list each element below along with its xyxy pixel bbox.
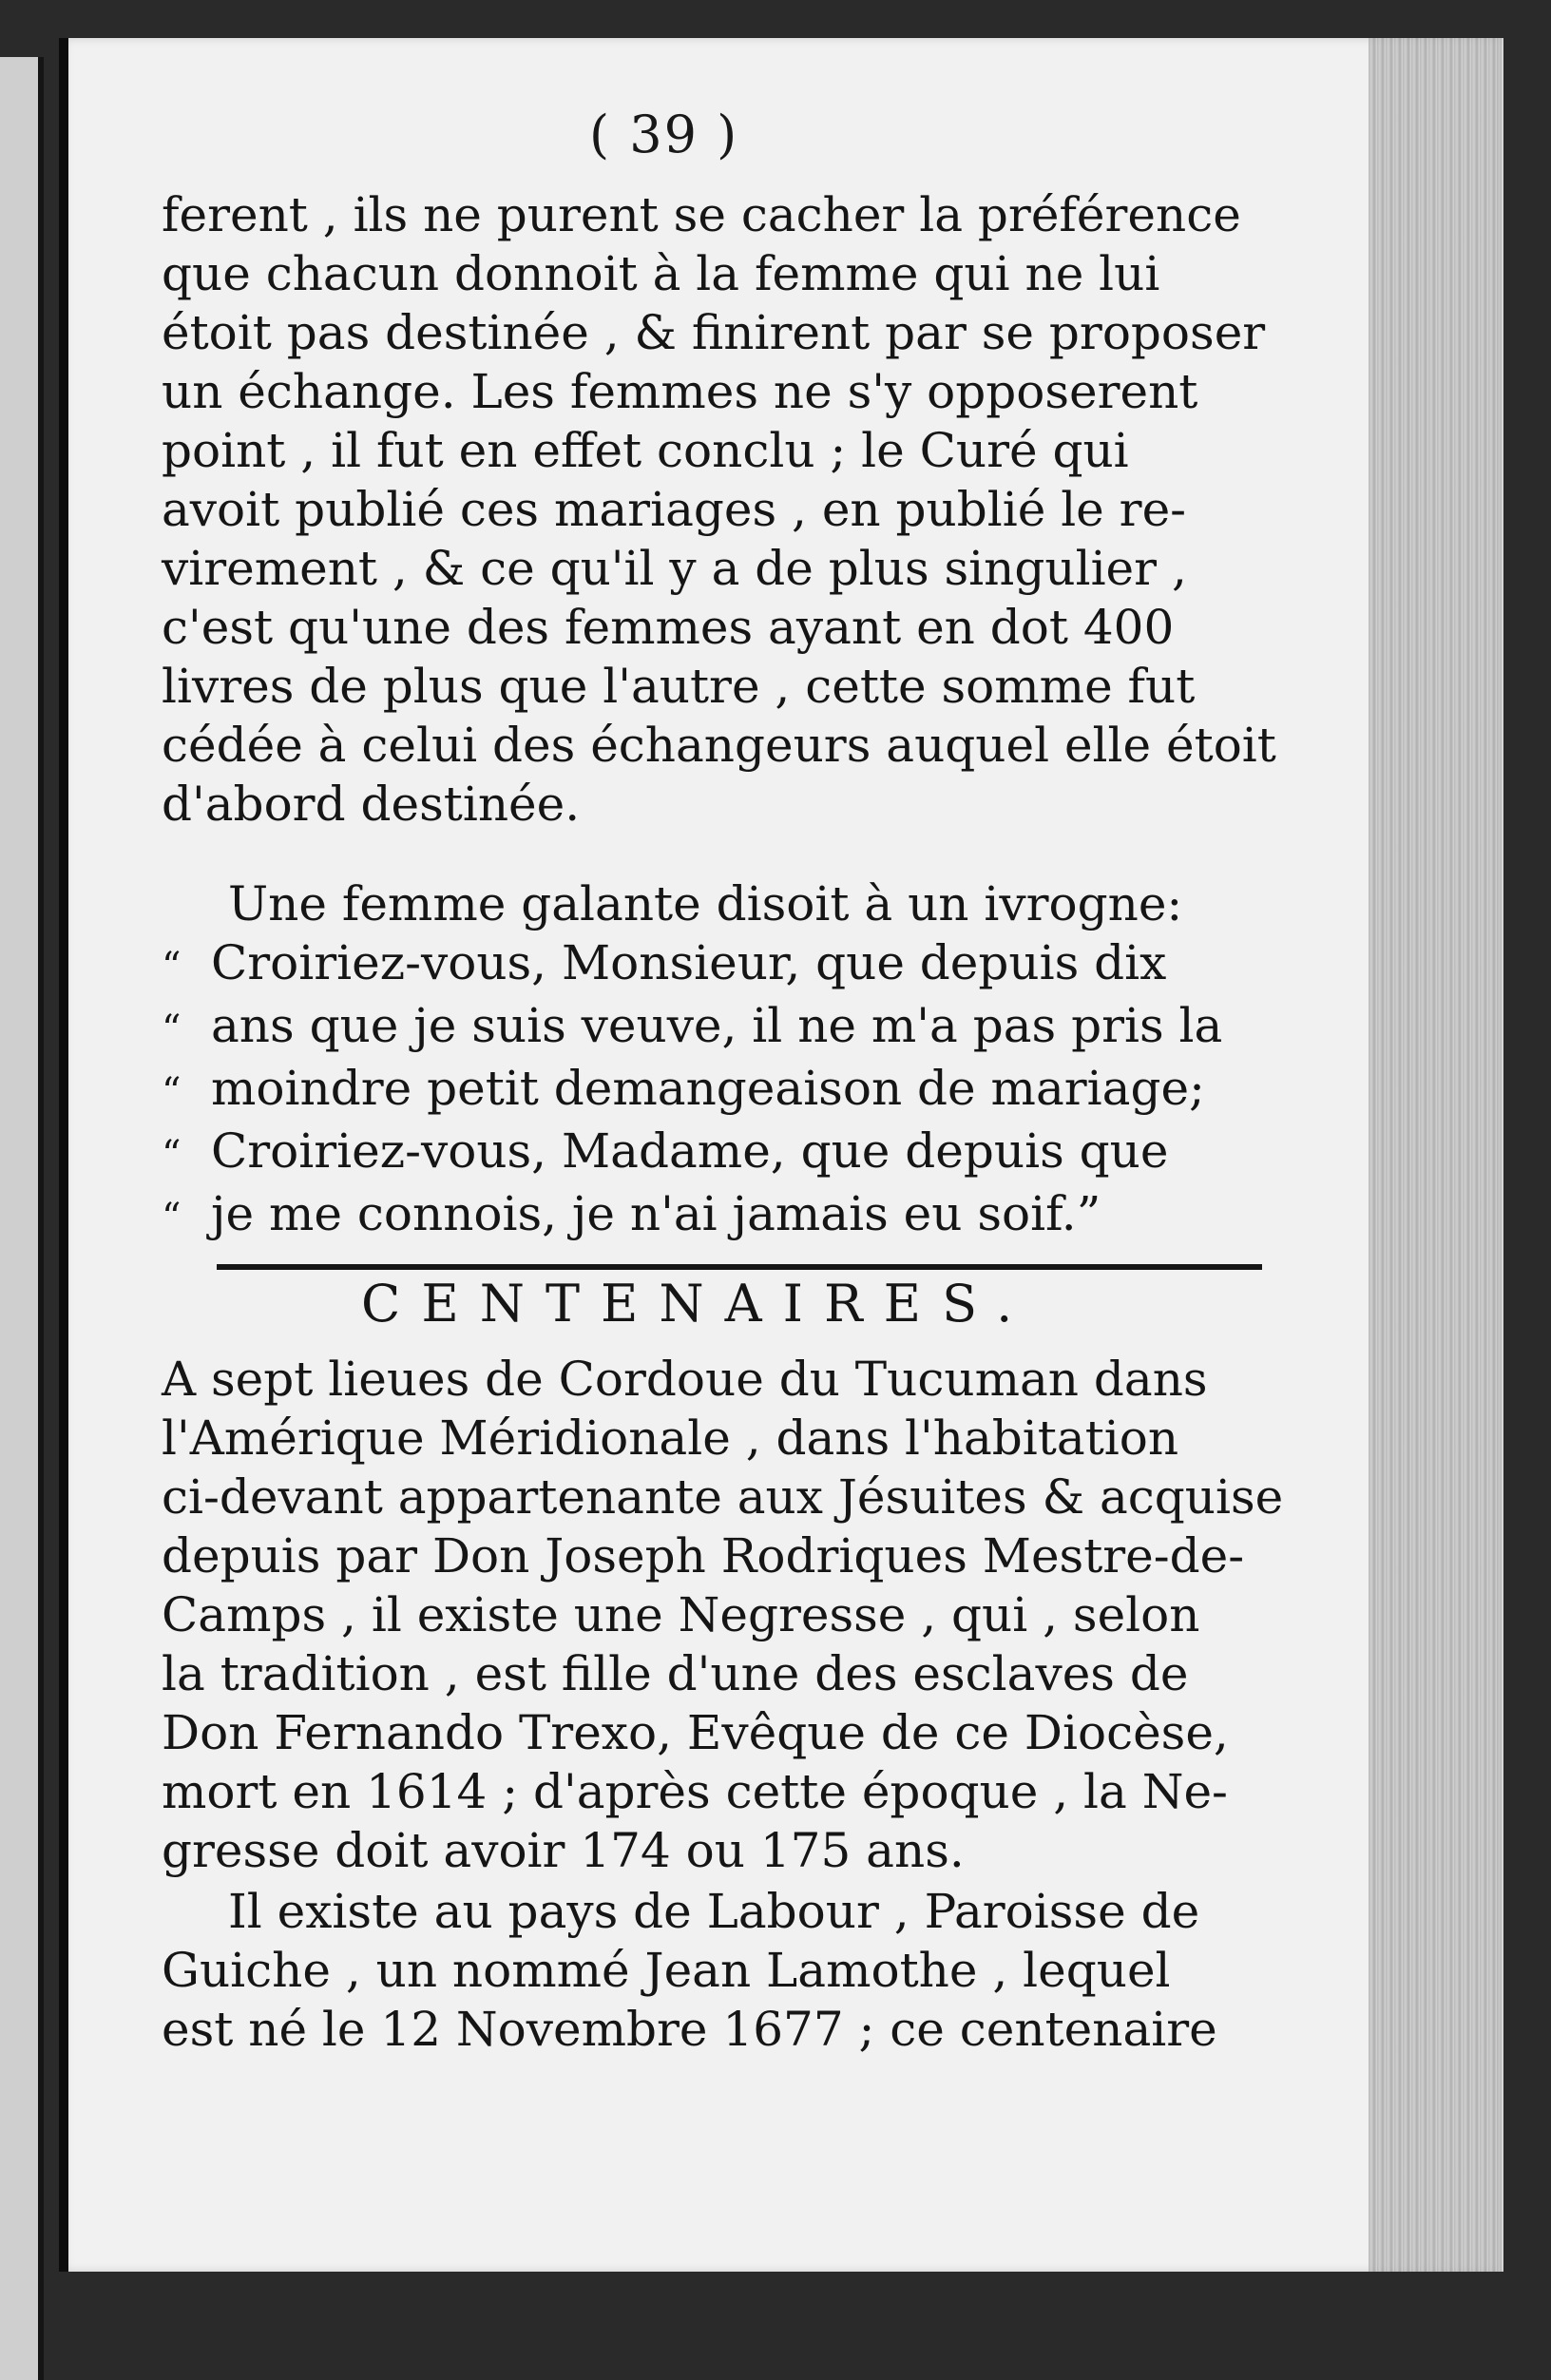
page-number: ( 39 ) — [589, 105, 739, 164]
text-line: Une femme galante disoit à un ivrogne: — [228, 876, 1183, 931]
text-line: c'est qu'une des femmes ayant en dot 400 — [162, 600, 1175, 655]
text-line: virement , & ce qu'il y a de plus singulier , — [162, 541, 1187, 596]
quoted-line — [162, 996, 1340, 1059]
section-heading: CENTENAIRES. — [361, 1274, 1034, 1334]
paragraph-echange — [162, 185, 1340, 834]
text-line: ferent , ils ne purent se cacher la préférence — [162, 187, 1241, 242]
quoted-text: je me connois, je n'ai jamais eu soif.” — [211, 1186, 1101, 1241]
text-line: Don Fernando Trexo, Evêque de ce Diocèse, — [162, 1705, 1229, 1760]
quoted-text: Croiriez-vous, Monsieur, que depuis dix — [211, 935, 1167, 990]
text-line: ci-devant appartenante aux Jésuites & acquise — [162, 1469, 1284, 1525]
text-line: étoit pas destinée , & finirent par se proposer — [162, 305, 1266, 360]
text-line: que chacun donnoit à la femme qui ne lui — [162, 246, 1160, 301]
text-line: mort en 1614 ; d'après cette époque , la Ne- — [162, 1764, 1228, 1819]
quoted-line — [162, 933, 1340, 996]
text-line: Guiche , un nommé Jean Lamothe , lequel — [162, 1943, 1171, 1998]
text-line: gresse doit avoir 174 ou 175 ans. — [162, 1823, 965, 1878]
text-line: depuis par Don Joseph Rodriques Mestre-de- — [162, 1528, 1245, 1583]
quoted-line — [162, 1184, 1340, 1247]
quoted-text: moindre petit demangeaison de mariage; — [211, 1061, 1205, 1116]
quoted-text: Croiriez-vous, Madame, que depuis que — [211, 1123, 1169, 1179]
paragraph-lamothe — [162, 1882, 1340, 2059]
text-line: point , il fut en effet conclu ; le Curé qui — [162, 423, 1129, 478]
text-line: cédée à celui des échangeurs auquel elle étoit — [162, 718, 1276, 773]
text-line: avoit publié ces mariages , en publié le re- — [162, 482, 1187, 537]
page-stack-edge — [1369, 38, 1502, 2272]
quoted-text: ans que je suis veuve, il ne m'a pas pris la — [211, 998, 1223, 1053]
text-line: la tradition , est fille d'une des esclaves de — [162, 1646, 1189, 1701]
text-line: d'abord destinée. — [162, 777, 581, 832]
text-line: l'Amérique Méridionale , dans l'habitation — [162, 1411, 1179, 1466]
section-divider — [217, 1264, 1262, 1270]
text-line: Il existe au pays de Labour , Paroisse de — [228, 1884, 1200, 1939]
quote-mark: “ — [162, 1070, 182, 1114]
paragraph-negresse — [162, 1350, 1340, 1880]
text-line: Camps , il existe une Negresse , qui , selon — [162, 1587, 1200, 1642]
quote-mark: “ — [162, 1196, 182, 1239]
facing-page-edge — [0, 57, 44, 2380]
text-line: livres de plus que l'autre , cette somme fut — [162, 659, 1196, 714]
text-line: un échange. Les femmes ne s'y opposerent — [162, 364, 1198, 419]
quote-mark: “ — [162, 1008, 182, 1051]
quote-mark: “ — [162, 1133, 182, 1177]
quote-mark: “ — [162, 945, 182, 988]
text-line: est né le 12 Novembre 1677 ; ce centenaire — [162, 2002, 1217, 2057]
paragraph-ivrogne — [162, 874, 1340, 1247]
quoted-line — [162, 1059, 1340, 1122]
quoted-line — [162, 1122, 1340, 1184]
text-line: A sept lieues de Cordoue du Tucuman dans — [162, 1352, 1208, 1407]
